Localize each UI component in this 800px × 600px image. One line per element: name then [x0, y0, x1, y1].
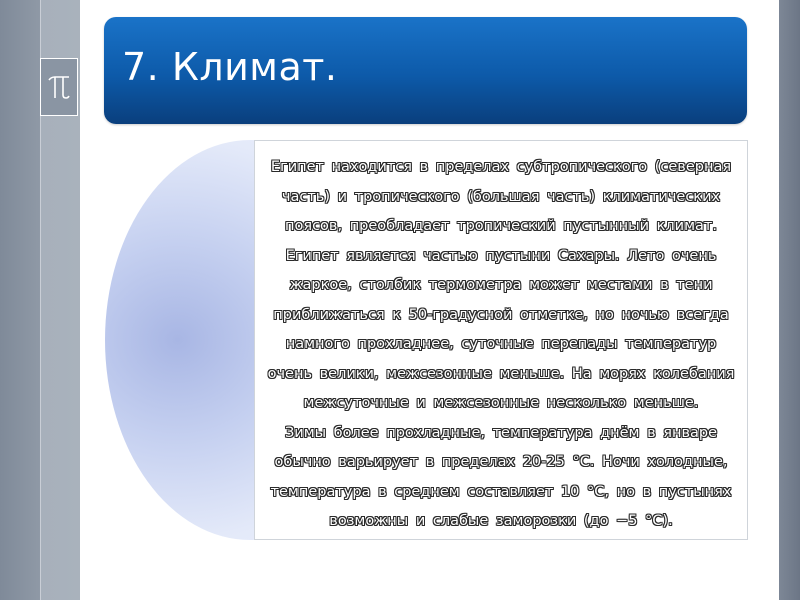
body-line: часть) и тропического (большая часть) климатических: [281, 188, 721, 205]
right-side-band: [779, 0, 800, 600]
body-line: Зимы более прохладные, температура днём в январе: [284, 424, 718, 441]
body-line: обычно варьирует в пределах 20-25 °C. Ночи холодные,: [274, 454, 728, 470]
body-line: возможны и слабые заморозки (до −5 °C).: [329, 513, 673, 529]
body-line: Египет является частью пустыни Сахары. Лето очень: [285, 247, 717, 264]
body-line: намного прохладнее, суточные перепады температур: [285, 336, 717, 352]
pi-icon: [46, 71, 72, 103]
title-bar: [104, 17, 747, 124]
climate-text-box: [254, 140, 748, 540]
body-line: жаркое, столбик термометра может местами в тени: [289, 277, 713, 293]
pi-badge: [40, 58, 78, 116]
body-line: приближаться к 50-градусной отметке, но ночью всегда: [273, 306, 729, 323]
body-line: поясов, преобладает тропический пустынный климат.: [285, 218, 717, 234]
body-line: Египет находится в пределах субтропического (северная: [270, 159, 732, 175]
body-line: очень велики, межсезонные меньше. На морях колебания: [267, 365, 735, 382]
slide-title: 7. Климат.: [122, 45, 338, 89]
body-line: температура в среднем составляет 10 °C, но в пустынях: [270, 483, 732, 500]
body-line: межсуточные и межсезонные несколько меньше.: [303, 395, 699, 411]
